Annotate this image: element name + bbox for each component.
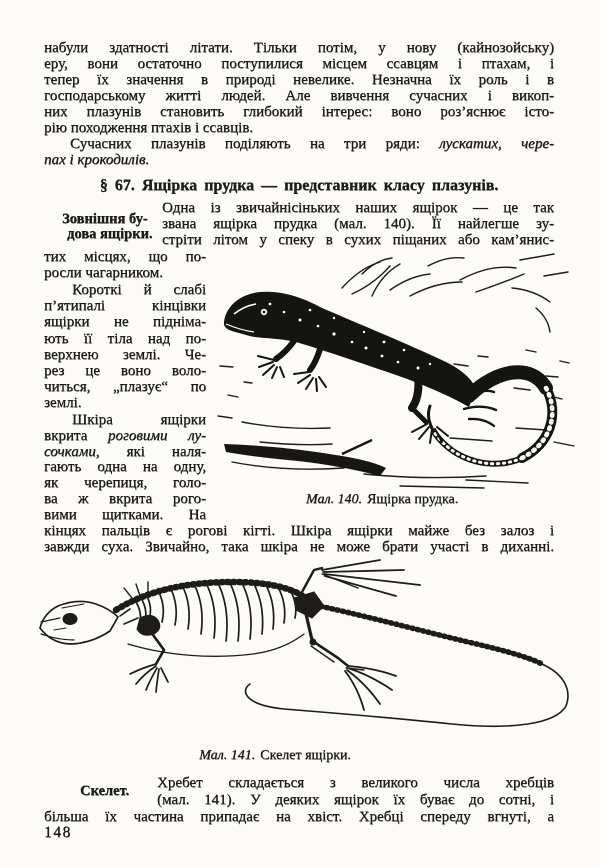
text-line: звана ящірка прудка (мал. 140). Її найлегше зу- [162, 216, 554, 232]
figure-140-lizard [214, 246, 580, 489]
caption-text: Скелет ящірки. [260, 748, 351, 763]
text-segment: вкрита [44, 428, 108, 444]
text-line: п’ятипалі кінцівки [44, 298, 206, 314]
text-line: Шкіра ящірки [72, 412, 206, 428]
text-line: тепер їх значення в природі невелике. Незначна їх роль і в [44, 72, 554, 88]
text-line [44, 136, 554, 152]
text-line: завжди суха. Звичайно, така шкіра не може брати участі в диханні. [44, 539, 554, 555]
text-line: рію походження птахів і ссавців. [44, 120, 254, 136]
text-segment-italic: роговими лу- [107, 428, 207, 444]
text-segment: , які наля- [95, 444, 206, 460]
text-line: (мал. 141). У деяких ящірок їх буває до сотні, і [157, 792, 554, 808]
eye-socket [63, 614, 77, 625]
skeleton-skull [40, 601, 118, 644]
text-line: господарському житті людей. Але вивчення сучасних і викоп- [44, 88, 554, 104]
text-line: еру, вони остаточно поступилися місцем ссавцям і птахам, і [44, 56, 554, 72]
skeleton-tail [246, 604, 568, 726]
branch [224, 440, 386, 476]
text-line: ящірки не підніма- [44, 314, 206, 330]
text-line: кінцях пальців є рогові кігті. Шкіра ящірки майже без залоз і [44, 523, 554, 539]
text-line: Одна із звичайнісіньких наших ящірок — це так [162, 200, 554, 216]
text-segment: Сучасних плазунів поділяють на три ряди: [70, 136, 440, 152]
caption-number: Мал. 140. [305, 492, 362, 507]
page-number: 148 [44, 824, 72, 841]
text-line: Короткі й слабі [72, 282, 206, 298]
text-segment-italic: сочками [44, 444, 96, 460]
text-line: них плазунів становить глибокий інтерес: воно роз’яснює істо- [44, 104, 554, 120]
caption-text: Ящірка прудка. [366, 492, 459, 507]
skeleton-spine-ribs [116, 582, 308, 656]
margin-note-external-line1: Зовнішня бу- [62, 211, 148, 227]
hind-foot-in-loop [464, 391, 496, 426]
text-segment-italic: лускатих, чере- [439, 136, 554, 152]
figure-141-caption [20, 748, 530, 764]
text-line: гають одна на одну, [44, 459, 206, 475]
skeleton-illustration [28, 558, 584, 744]
skeleton-pelvis-hind-limbs [294, 560, 420, 710]
text-line: рез це воно воло- [44, 363, 206, 379]
text-line: землі. [44, 395, 82, 411]
figure-140-caption [212, 492, 552, 508]
lizard-illustration [214, 246, 580, 489]
text-line [44, 444, 206, 460]
margin-note-external-line2: дова ящірки. [67, 226, 153, 242]
text-line: більша їх частина припадає на хвіст. Хребці спереду вгнуті, а [44, 809, 554, 825]
margin-note-skeleton: Скелет. [80, 783, 130, 799]
text-line: Хребет складається з великого числа хребців [157, 775, 554, 791]
text-line: стріти літом у спеку в сухих піщаних або кам’янис- [162, 232, 554, 248]
text-line: як черепиця, голо- [44, 475, 206, 491]
figure-141-skeleton [28, 558, 584, 744]
text-line: ють її тіла над по- [44, 331, 206, 347]
text-line: набули здатності літати. Тільки потім, у нову (кайнозойську) [44, 40, 554, 56]
text-line: верхнею землі. Че- [44, 347, 206, 363]
skeleton-front-limb [130, 628, 168, 692]
caption-number: Мал. 141. [199, 748, 256, 763]
text-line [44, 152, 554, 168]
text-line: росли чагарником. [44, 265, 163, 281]
text-line: тих місцях, що по- [44, 249, 206, 265]
text-line [44, 428, 206, 444]
lizard-body [224, 292, 476, 407]
section-heading: § 67. Ящірка прудка — представник класу плазунів. [99, 177, 499, 194]
text-line: читься, „плазує“ по [44, 379, 206, 395]
text-segment-italic: пах і крокодилів. [44, 152, 150, 168]
text-line: ва ж вкрита рого- [44, 491, 206, 507]
text-line: вими щитками. На [44, 507, 206, 523]
